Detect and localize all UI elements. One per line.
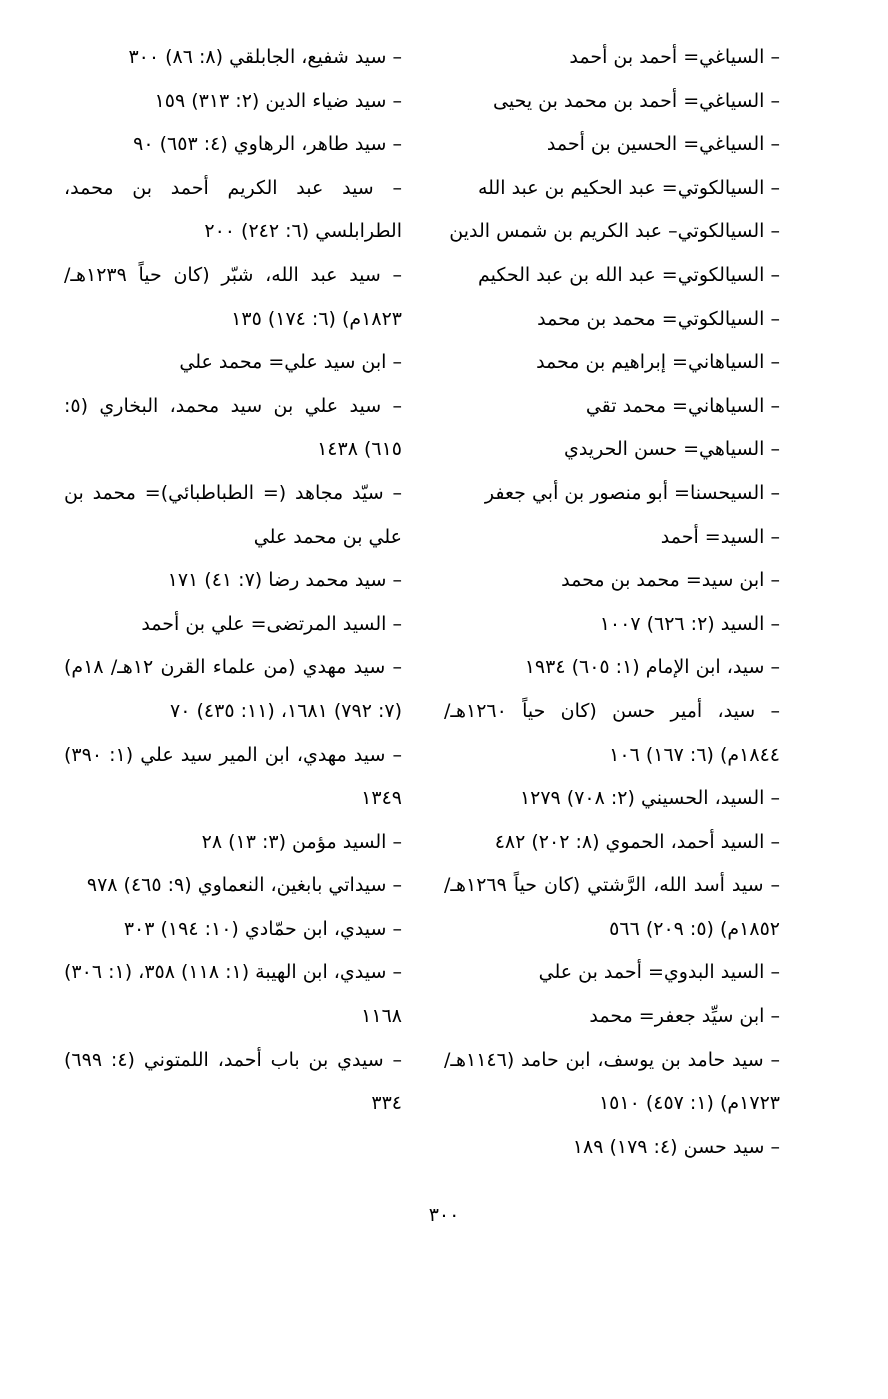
index-entry: – سيد حامد بن يوسف، ابن حامد (١١٤٦هـ/ ١٧٢٣م) (١: ٤٥٧) ١٥١٠ bbox=[444, 1048, 780, 1115]
index-entry: – السيالكوتي= عبد الله بن عبد الحكيم bbox=[477, 263, 780, 286]
index-entry: – ابن سيد علي= محمد علي bbox=[179, 351, 402, 374]
index-entry: – السيد (٢: ٦٢٦) ١٠٠٧ bbox=[599, 612, 780, 635]
index-entry: – سيد حسن (٤: ١٧٩) ١٨٩ bbox=[572, 1135, 780, 1158]
index-entry: – سيدي، ابن الهيبة (١: ١١٨) ٣٥٨، (١: ٣٠٦) ١١٦٨ bbox=[64, 961, 402, 1028]
index-entry: – سيد أسد الله، الرَّشتي (كان حياً ١٢٦٩هـ/ ١٨٥٢م) (٥: ٢٠٩) ٥٦٦ bbox=[444, 874, 780, 940]
index-entry: – السيالكوتي= محمد بن محمد bbox=[537, 307, 780, 330]
index-entry: – سيد مهدي (من علماء القرن ١٢هـ/ ١٨م) (٧: ٧٩٢) ١٦٨١، (١١: ٤٣٥) ٧٠ bbox=[64, 656, 402, 722]
index-column-right bbox=[444, 36, 780, 1169]
page-number: ٣٠٠ bbox=[428, 1204, 460, 1226]
index-entry: – السيد= أحمد bbox=[660, 525, 780, 548]
index-entry: – السيد البدوي= أحمد بن علي bbox=[538, 961, 780, 984]
index-entry: – سيد عبد الله، شبّر (كان حياً ١٢٣٩هـ/ ١٨٢٣م) (٦: ١٧٤) ١٣٥ bbox=[64, 263, 402, 330]
index-entry: – السيد المرتضى= علي بن أحمد bbox=[141, 612, 402, 635]
index-entry: – سيد محمد رضا (٧: ٤١) ١٧١ bbox=[167, 569, 402, 592]
index-entry: – السيد مؤمن (٣: ١٣) ٢٨ bbox=[201, 830, 402, 853]
index-entry: – السياغي= الحسين بن أحمد bbox=[546, 133, 780, 156]
index-entry: – سيد ضياء الدين (٢: ٣١٣) ١٥٩ bbox=[154, 89, 402, 112]
index-entry: – سيداتي بابغين، النعماوي (٩: ٤٦٥) ٩٧٨ bbox=[86, 874, 402, 897]
index-entry: – سيد مهدي، ابن المير سيد علي (١: ٣٩٠) ١٣٤٩ bbox=[64, 743, 402, 810]
index-entry: – السياهي= حسن الحريدي bbox=[563, 438, 780, 461]
index-entry: – سيد، أمير حسن (كان حياً ١٢٦٠هـ/ ١٨٤٤م) (٦: ١٦٧) ١٠٦ bbox=[444, 699, 780, 766]
index-entry: – السياهاني= محمد تقي bbox=[585, 394, 780, 417]
index-entry: – السيد، الحسيني (٢: ٧٠٨) ١٢٧٩ bbox=[519, 787, 780, 810]
index-entry: – السيالكوتي= عبد الحكيم بن عبد الله bbox=[477, 176, 780, 199]
index-column-left bbox=[64, 36, 402, 1126]
index-entry: – السيحسنا= أبو منصور بن أبي جعفر bbox=[484, 481, 780, 504]
index-entry: – سيدي بن باب أحمد، اللمتوني (٤: ٦٩٩) ٣٣٤ bbox=[64, 1048, 402, 1115]
index-entry: – السيد أحمد، الحموي (٨: ٢٠٢) ٤٨٢ bbox=[494, 830, 780, 853]
index-entry: – السياغي= أحمد بن محمد بن يحيى bbox=[493, 89, 780, 112]
index-entry: – سيدي، ابن حمّادي (١٠: ١٩٤) ٣٠٣ bbox=[123, 917, 402, 940]
index-entry: – سيد، ابن الإمام (١: ٦٠٥) ١٩٣٤ bbox=[524, 656, 780, 679]
index-entry: – سيد طاهر، الرهاوي (٤: ٦٥٣) ٩٠ bbox=[133, 133, 402, 156]
index-entry: – السياغي= أحمد بن أحمد bbox=[569, 46, 780, 68]
index-entry: – السيالكوتي– عبد الكريم بن شمس الدين bbox=[449, 220, 780, 243]
index-entry: – سيّد مجاهد (= الطباطبائي)= محمد بن علي بن محمد علي bbox=[64, 481, 402, 548]
index-entry: – سيد علي بن سيد محمد، البخاري (٥: ٦١٥) ١٤٣٨ bbox=[64, 394, 402, 461]
index-entry: – السياهاني= إبراهيم بن محمد bbox=[536, 351, 780, 374]
index-entry: – سيد عبد الكريم أحمد بن محمد، الطرابلسي (٦: ٢٤٢) ٢٠٠ bbox=[64, 176, 402, 243]
index-entry: – ابن سيد= محمد بن محمد bbox=[561, 569, 780, 592]
index-entry: – ابن سيِّد جعفر= محمد bbox=[589, 1005, 780, 1028]
index-entry: – سيد شفيع، الجابلقي (٨: ٨٦) ٣٠٠ bbox=[128, 46, 402, 68]
